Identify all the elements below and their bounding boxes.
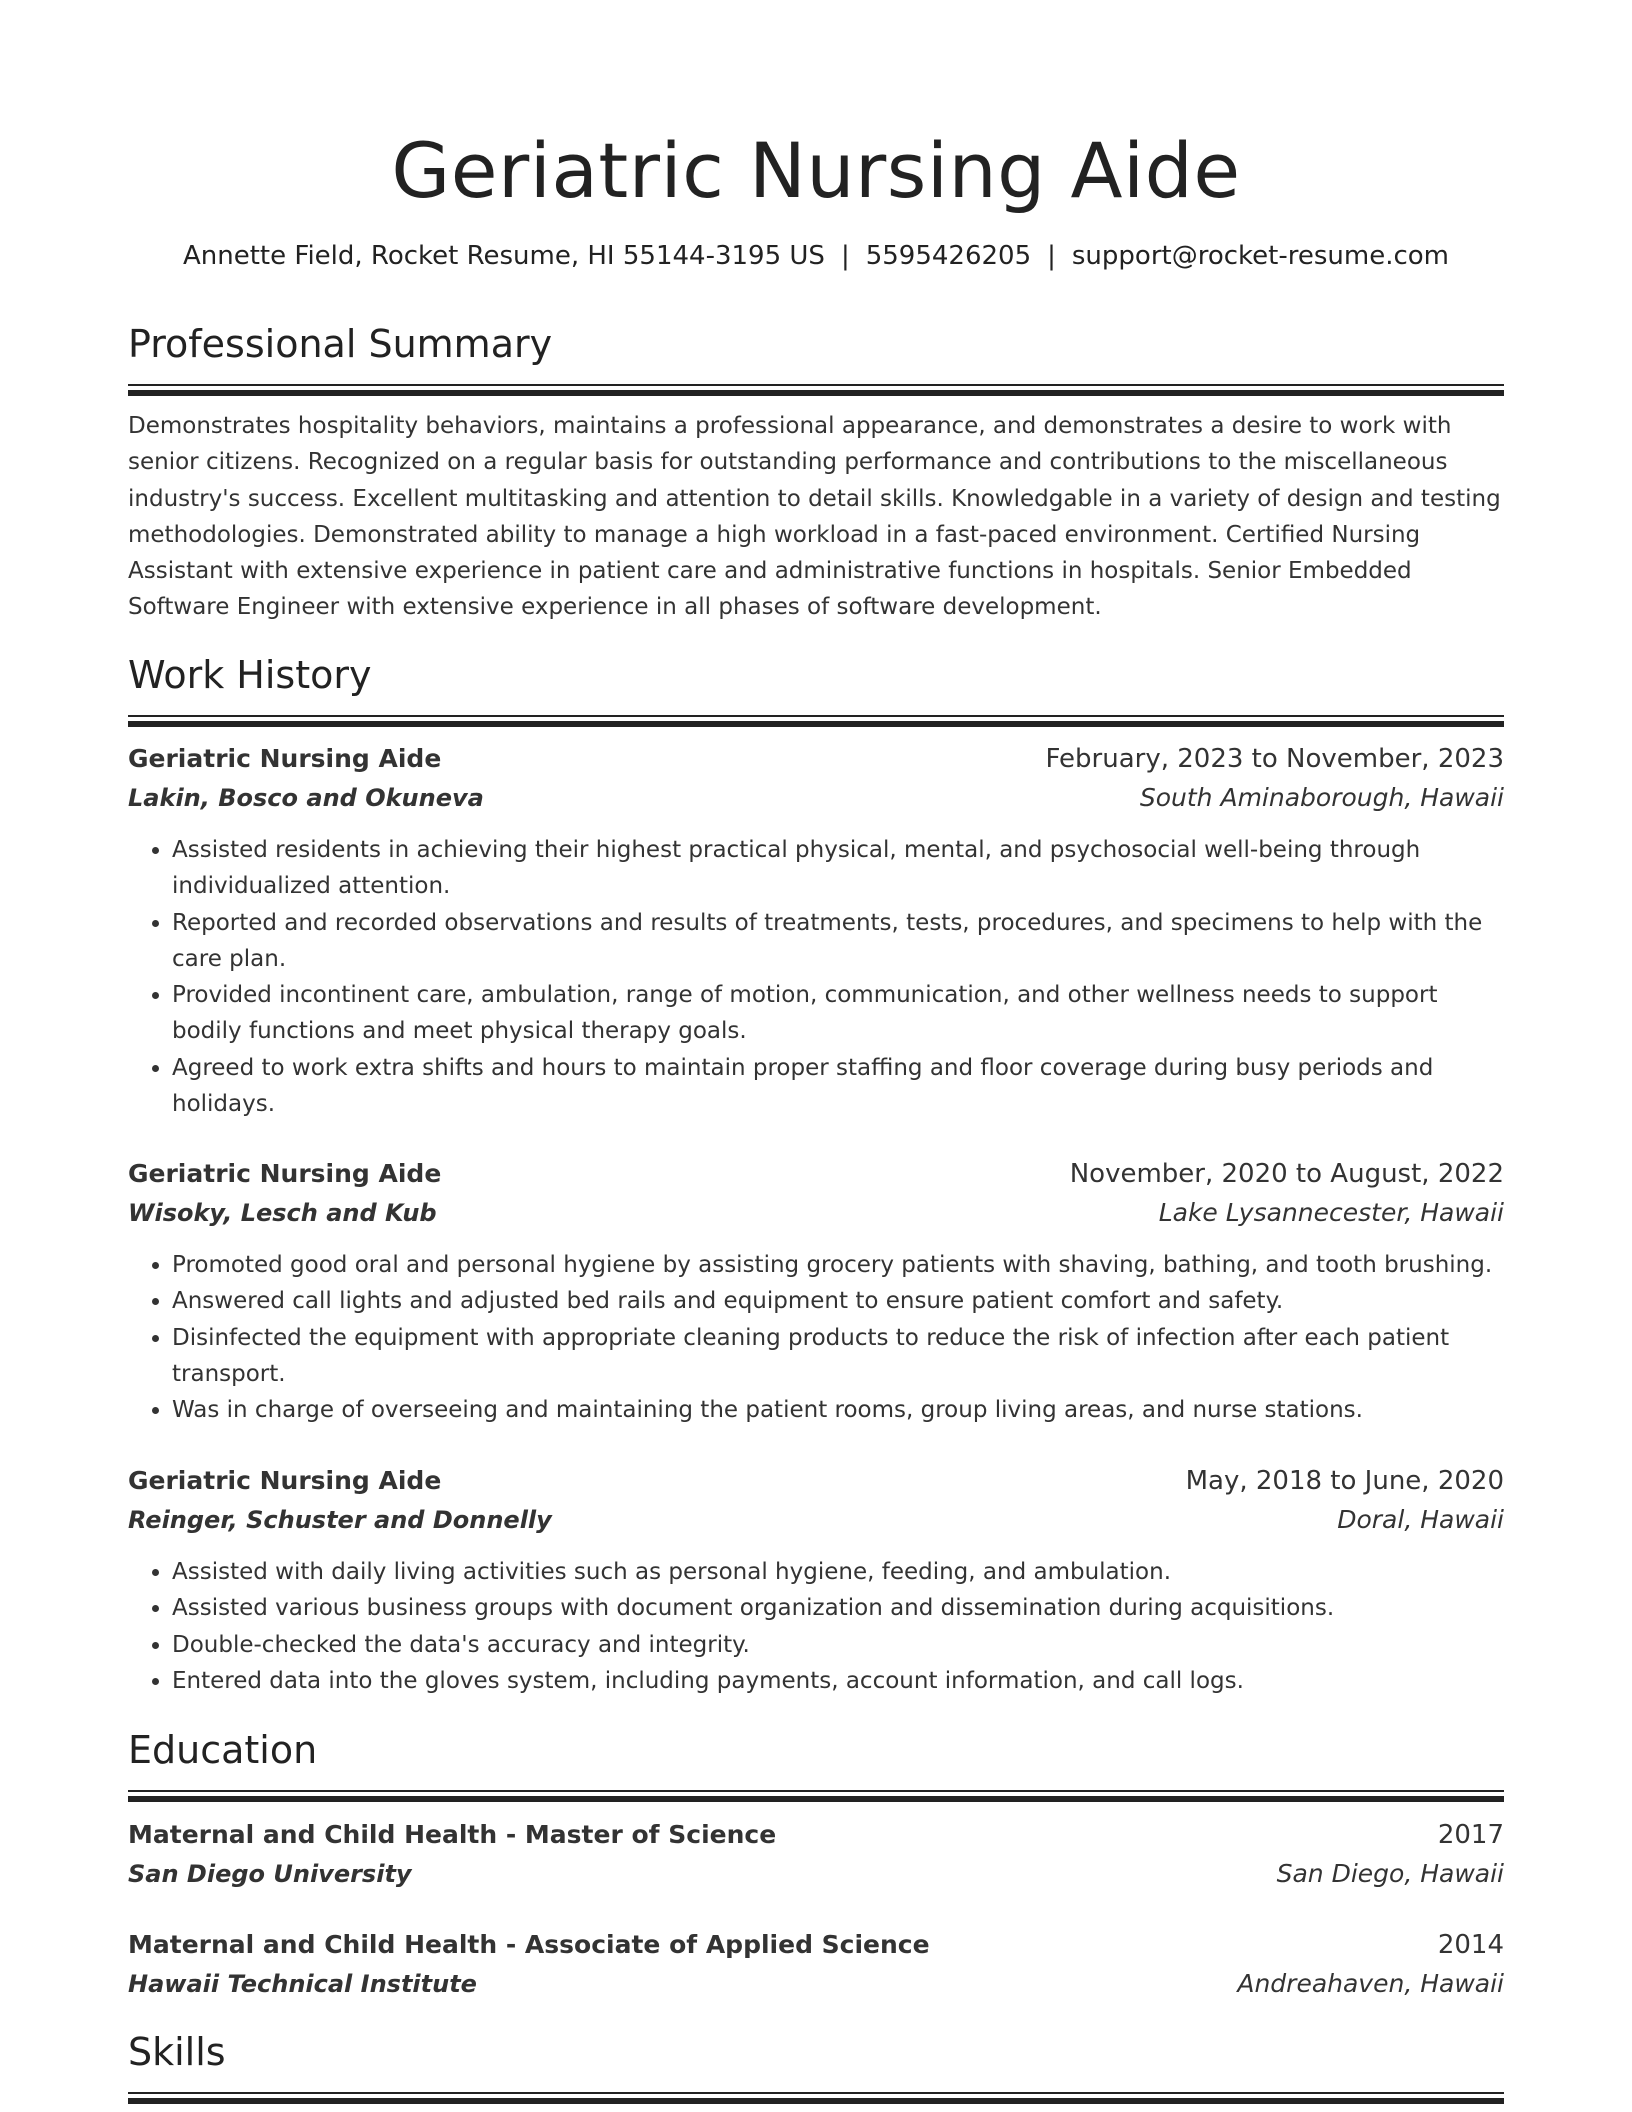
job-bullet: • Answered call lights and adjusted bed rails and equipment to ensure patient comfort and safety.	[172, 1283, 1504, 1319]
job-location: South Aminaborough, Hawaii	[1139, 783, 1504, 812]
job-location: Lake Lysannecester, Hawaii	[1158, 1198, 1504, 1227]
job-location: Doral, Hawaii	[1337, 1505, 1504, 1534]
contact-separator: |	[1047, 241, 1056, 271]
skills-section	[128, 2024, 1504, 2104]
job-bullet: • Was in charge of overseeing and maintaining the patient rooms, group living areas, and nurse stations.	[172, 1392, 1504, 1428]
resume-title: Geriatric Nursing Aide	[391, 126, 1241, 215]
school-location: San Diego, Hawaii	[1276, 1859, 1504, 1888]
company-name: Wisoky, Lesch and Kub	[128, 1199, 437, 1227]
section-divider	[128, 1790, 1504, 1802]
education-section	[128, 1722, 1504, 1802]
company-name: Reinger, Schuster and Donnelly	[128, 1506, 552, 1534]
education-entry	[128, 1816, 1504, 1894]
graduation-year: 2017	[1437, 1820, 1504, 1850]
section-divider	[128, 715, 1504, 727]
section-heading-education: Education	[128, 1728, 318, 1772]
job-bullet: • Disinfected the equipment with appropriate cleaning products to reduce the risk of infection after each patient transport.	[172, 1320, 1504, 1393]
work-entry	[128, 740, 1504, 1122]
work-entry	[128, 1155, 1504, 1428]
school-location: Andreahaven, Hawaii	[1237, 1969, 1504, 1998]
job-bullet: • Agreed to work extra shifts and hours to maintain proper staffing and floor coverage during busy periods and holidays.	[172, 1050, 1504, 1123]
job-bullet: • Provided incontinent care, ambulation, range of motion, communication, and other wellness needs to support bodily functions and meet physical therapy goals.	[172, 977, 1504, 1050]
school-name: San Diego University	[128, 1860, 412, 1888]
job-title: Geriatric Nursing Aide	[128, 1466, 442, 1495]
job-dates: February, 2023 to November, 2023	[1045, 744, 1504, 774]
work-history-section	[128, 647, 1504, 727]
section-heading-skills: Skills	[128, 2030, 226, 2074]
job-bullet: • Assisted residents in achieving their highest practical physical, mental, and psychosocial well-being through individualized attention.	[172, 832, 1504, 905]
section-heading-work-history: Work History	[128, 653, 372, 697]
job-bullet: • Assisted with daily living activities such as personal hygiene, feeding, and ambulation.	[172, 1554, 1504, 1590]
degree-name: Maternal and Child Health - Master of Science	[128, 1820, 777, 1849]
job-bullet: • Promoted good oral and personal hygiene by assisting grocery patients with shaving, bathing, and tooth brushing.	[172, 1247, 1504, 1283]
summary-text: Demonstrates hospitality behaviors, maintains a professional appearance, and demonstrates a desire to work with senior citizens. Recognized on a regular basis for outstanding performance and contributions to the miscellaneous industry's success. Excellent multitasking and attention to detail skills. Knowledgable in a variety of design and testing methodologies. Demonstrated ability to manage a high workload in a fast-paced environment. Certified Nursing Assistant with extensive experience in patient care and administrative functions in hospitals. Senior Embedded Software Engineer with extensive experience in all phases of software development.	[128, 413, 1501, 621]
job-bullet: • Double-checked the data's accuracy and integrity.	[172, 1627, 1504, 1663]
contact-separator: |	[840, 241, 850, 271]
company-name: Lakin, Bosco and Okuneva	[128, 784, 484, 812]
section-divider	[128, 2092, 1504, 2104]
contact-email: support@rocket-resume.com	[1071, 241, 1449, 271]
job-title: Geriatric Nursing Aide	[128, 744, 442, 773]
school-name: Hawaii Technical Institute	[128, 1970, 477, 1998]
job-dates: November, 2020 to August, 2022	[1069, 1159, 1504, 1189]
contact-phone: 5595426205	[865, 241, 1032, 271]
job-dates: May, 2018 to June, 2020	[1185, 1466, 1504, 1496]
degree-name: Maternal and Child Health - Associate of Applied Science	[128, 1930, 930, 1959]
job-bullet: • Assisted various business groups with document organization and dissemination during acquisitions.	[172, 1590, 1504, 1626]
job-bullet: • Reported and recorded observations and results of treatments, tests, procedures, and specimens to help with the care plan.	[172, 905, 1504, 978]
education-entry	[128, 1926, 1504, 2004]
job-bullets	[128, 1554, 1504, 1699]
job-bullets	[128, 832, 1504, 1122]
section-heading-summary: Professional Summary	[128, 322, 553, 366]
contact-address: Annette Field, Rocket Resume, HI 55144-3195 US	[183, 241, 825, 271]
job-bullet: • Entered data into the gloves system, including payments, account information, and call logs.	[172, 1663, 1504, 1699]
summary-section	[128, 316, 1504, 626]
section-divider	[128, 384, 1504, 396]
work-entry	[128, 1462, 1504, 1699]
job-title: Geriatric Nursing Aide	[128, 1159, 442, 1188]
graduation-year: 2014	[1437, 1930, 1504, 1960]
job-bullets	[128, 1247, 1504, 1428]
contact-line	[128, 236, 1504, 276]
